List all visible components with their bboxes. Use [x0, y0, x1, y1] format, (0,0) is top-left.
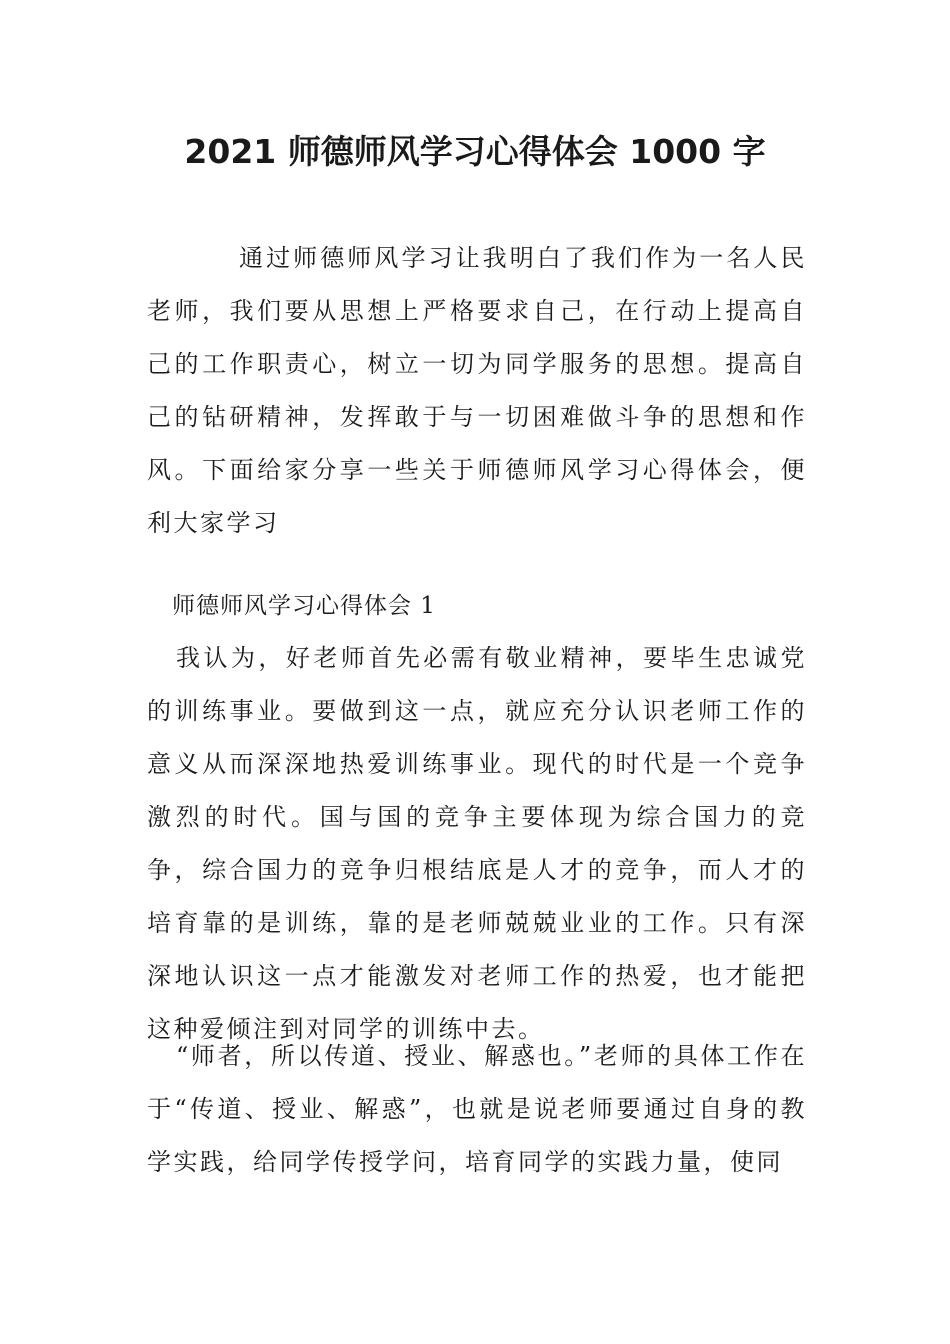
body-paragraph-2: “师者，所以传道、授业、解惑也。”老师的具体工作在于“传道、授业、解惑”，也就是说老师要通过自身的教学实践，给同学传授学问，培育同学的实践力量，使同 — [147, 1042, 807, 1176]
intro-paragraph: 通过师德师风学习让我明白了我们作为一名人民老师，我们要从思想上严格要求自己，在行动上提高自己的工作职责心，树立一切为同学服务的思想。提高自己的钻研精神，发挥敢于与一切困难做斗争的思想和作风。下面给家分享一些关于师德师风学习心得体会，便利大家学习 — [147, 244, 807, 537]
section-heading: 师德师风学习心得体会 1 — [172, 593, 436, 619]
document-title: 2021 师德师风学习心得体会 1000 字 — [184, 132, 766, 171]
body-paragraph-1: 我认为，好老师首先必需有敬业精神，要毕生忠诚党的训练事业。要做到这一点，就应充分认识老师工作的意义从而深深地热爱训练事业。现代的时代是一个竞争激烈的时代。国与国的竞争主要体现为综合国力的竞争，综合国力的竞争归根结底是人才的竞争，而人才的培育靠的是训练，靠的是老师兢兢业业的工作。只有深深地认识这一点才能激发对老师工作的热爱，也才能把这种爱倾注到对同学的训练中去。 — [147, 644, 807, 1043]
